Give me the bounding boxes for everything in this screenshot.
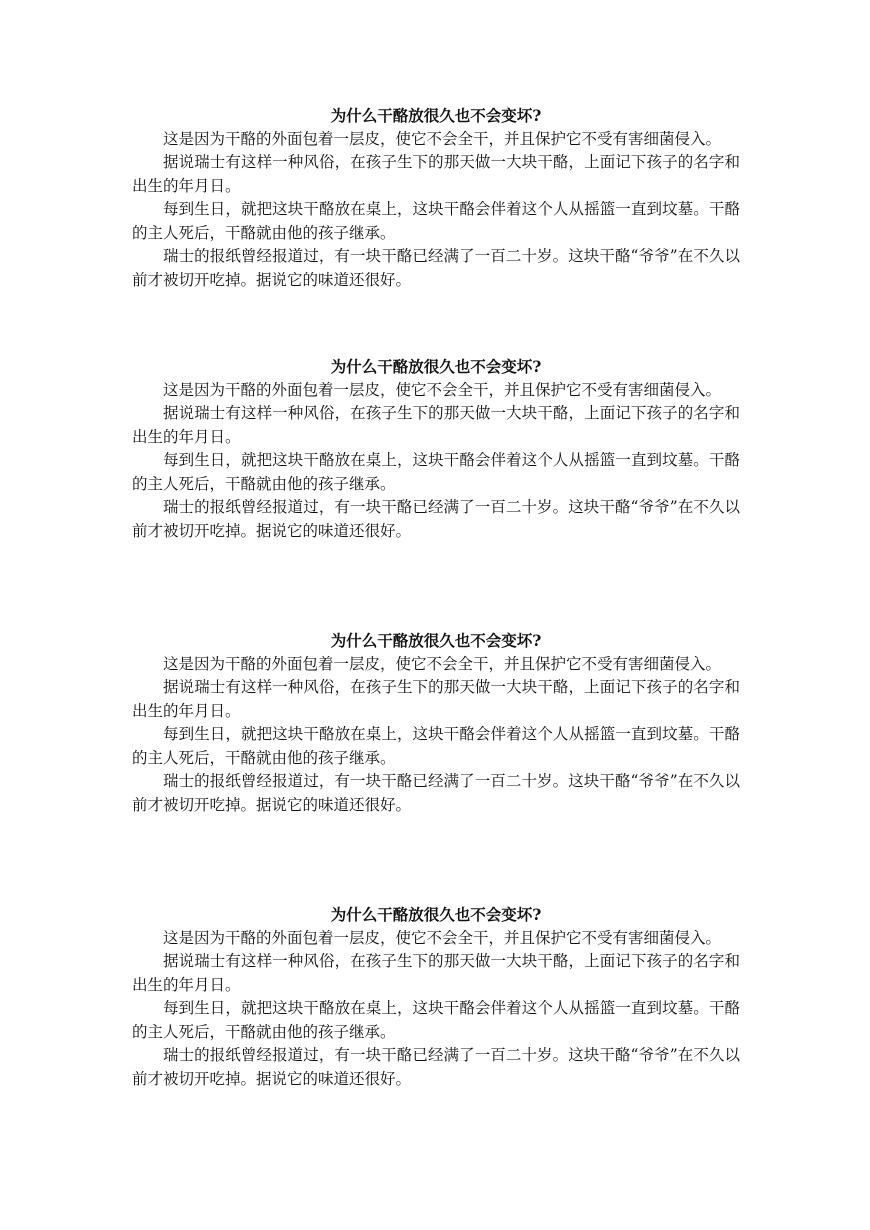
- article-body: [132, 927, 740, 1092]
- article-title: 为什么干酪放很久也不会变坏?: [330, 106, 542, 125]
- article-1: [132, 104, 740, 292]
- article-body: [132, 379, 740, 544]
- article-title: 为什么干酪放很久也不会变坏?: [330, 631, 542, 650]
- paragraph: 这是因为干酪的外面包着一层皮，使它不会全干，并且保护它不受有害细菌侵入。: [163, 129, 722, 148]
- paragraph: 据说瑞士有这样一种风俗，在孩子生下的那天做一大块干酪，上面记下孩子的名字和出生的年月日。: [132, 952, 740, 994]
- paragraph: 据说瑞士有这样一种风俗，在孩子生下的那天做一大块干酪，上面记下孩子的名字和出生的年月日。: [132, 153, 740, 195]
- paragraph: 瑞士的报纸曾经报道过，有一块干酪已经满了一百二十岁。这块干酪“爷爷”在不久以前才被切开吃掉。据说它的味道还很好。: [132, 498, 740, 540]
- article-body: [132, 653, 740, 818]
- paragraph: 瑞士的报纸曾经报道过，有一块干酪已经满了一百二十岁。这块干酪“爷爷”在不久以前才被切开吃掉。据说它的味道还很好。: [132, 1046, 740, 1088]
- paragraph: 瑞士的报纸曾经报道过，有一块干酪已经满了一百二十岁。这块干酪“爷爷”在不久以前才被切开吃掉。据说它的味道还很好。: [132, 772, 740, 814]
- article-body: [132, 128, 740, 293]
- paragraph: 据说瑞士有这样一种风俗，在孩子生下的那天做一大块干酪，上面记下孩子的名字和出生的年月日。: [132, 678, 740, 720]
- paragraph: 这是因为干酪的外面包着一层皮，使它不会全干，并且保护它不受有害细菌侵入。: [163, 654, 722, 673]
- article-2: [132, 355, 740, 543]
- paragraph: 据说瑞士有这样一种风俗，在孩子生下的那天做一大块干酪，上面记下孩子的名字和出生的年月日。: [132, 404, 740, 446]
- article-4: [132, 903, 740, 1091]
- paragraph: 每到生日，就把这块干酪放在桌上，这块干酪会伴着这个人从摇篮一直到坟墓。干酪的主人死后，干酪就由他的孩子继承。: [132, 451, 740, 493]
- paragraph: 这是因为干酪的外面包着一层皮，使它不会全干，并且保护它不受有害细菌侵入。: [163, 928, 722, 947]
- article-3: [132, 629, 740, 817]
- paragraph: 这是因为干酪的外面包着一层皮，使它不会全干，并且保护它不受有害细菌侵入。: [163, 380, 722, 399]
- paragraph: 每到生日，就把这块干酪放在桌上，这块干酪会伴着这个人从摇篮一直到坟墓。干酪的主人死后，干酪就由他的孩子继承。: [132, 999, 740, 1041]
- paragraph: 每到生日，就把这块干酪放在桌上，这块干酪会伴着这个人从摇篮一直到坟墓。干酪的主人死后，干酪就由他的孩子继承。: [132, 725, 740, 767]
- article-title: 为什么干酪放很久也不会变坏?: [330, 905, 542, 924]
- paragraph: 瑞士的报纸曾经报道过，有一块干酪已经满了一百二十岁。这块干酪“爷爷”在不久以前才被切开吃掉。据说它的味道还很好。: [132, 247, 740, 289]
- article-title: 为什么干酪放很久也不会变坏?: [330, 357, 542, 376]
- paragraph: 每到生日，就把这块干酪放在桌上，这块干酪会伴着这个人从摇篮一直到坟墓。干酪的主人死后，干酪就由他的孩子继承。: [132, 200, 740, 242]
